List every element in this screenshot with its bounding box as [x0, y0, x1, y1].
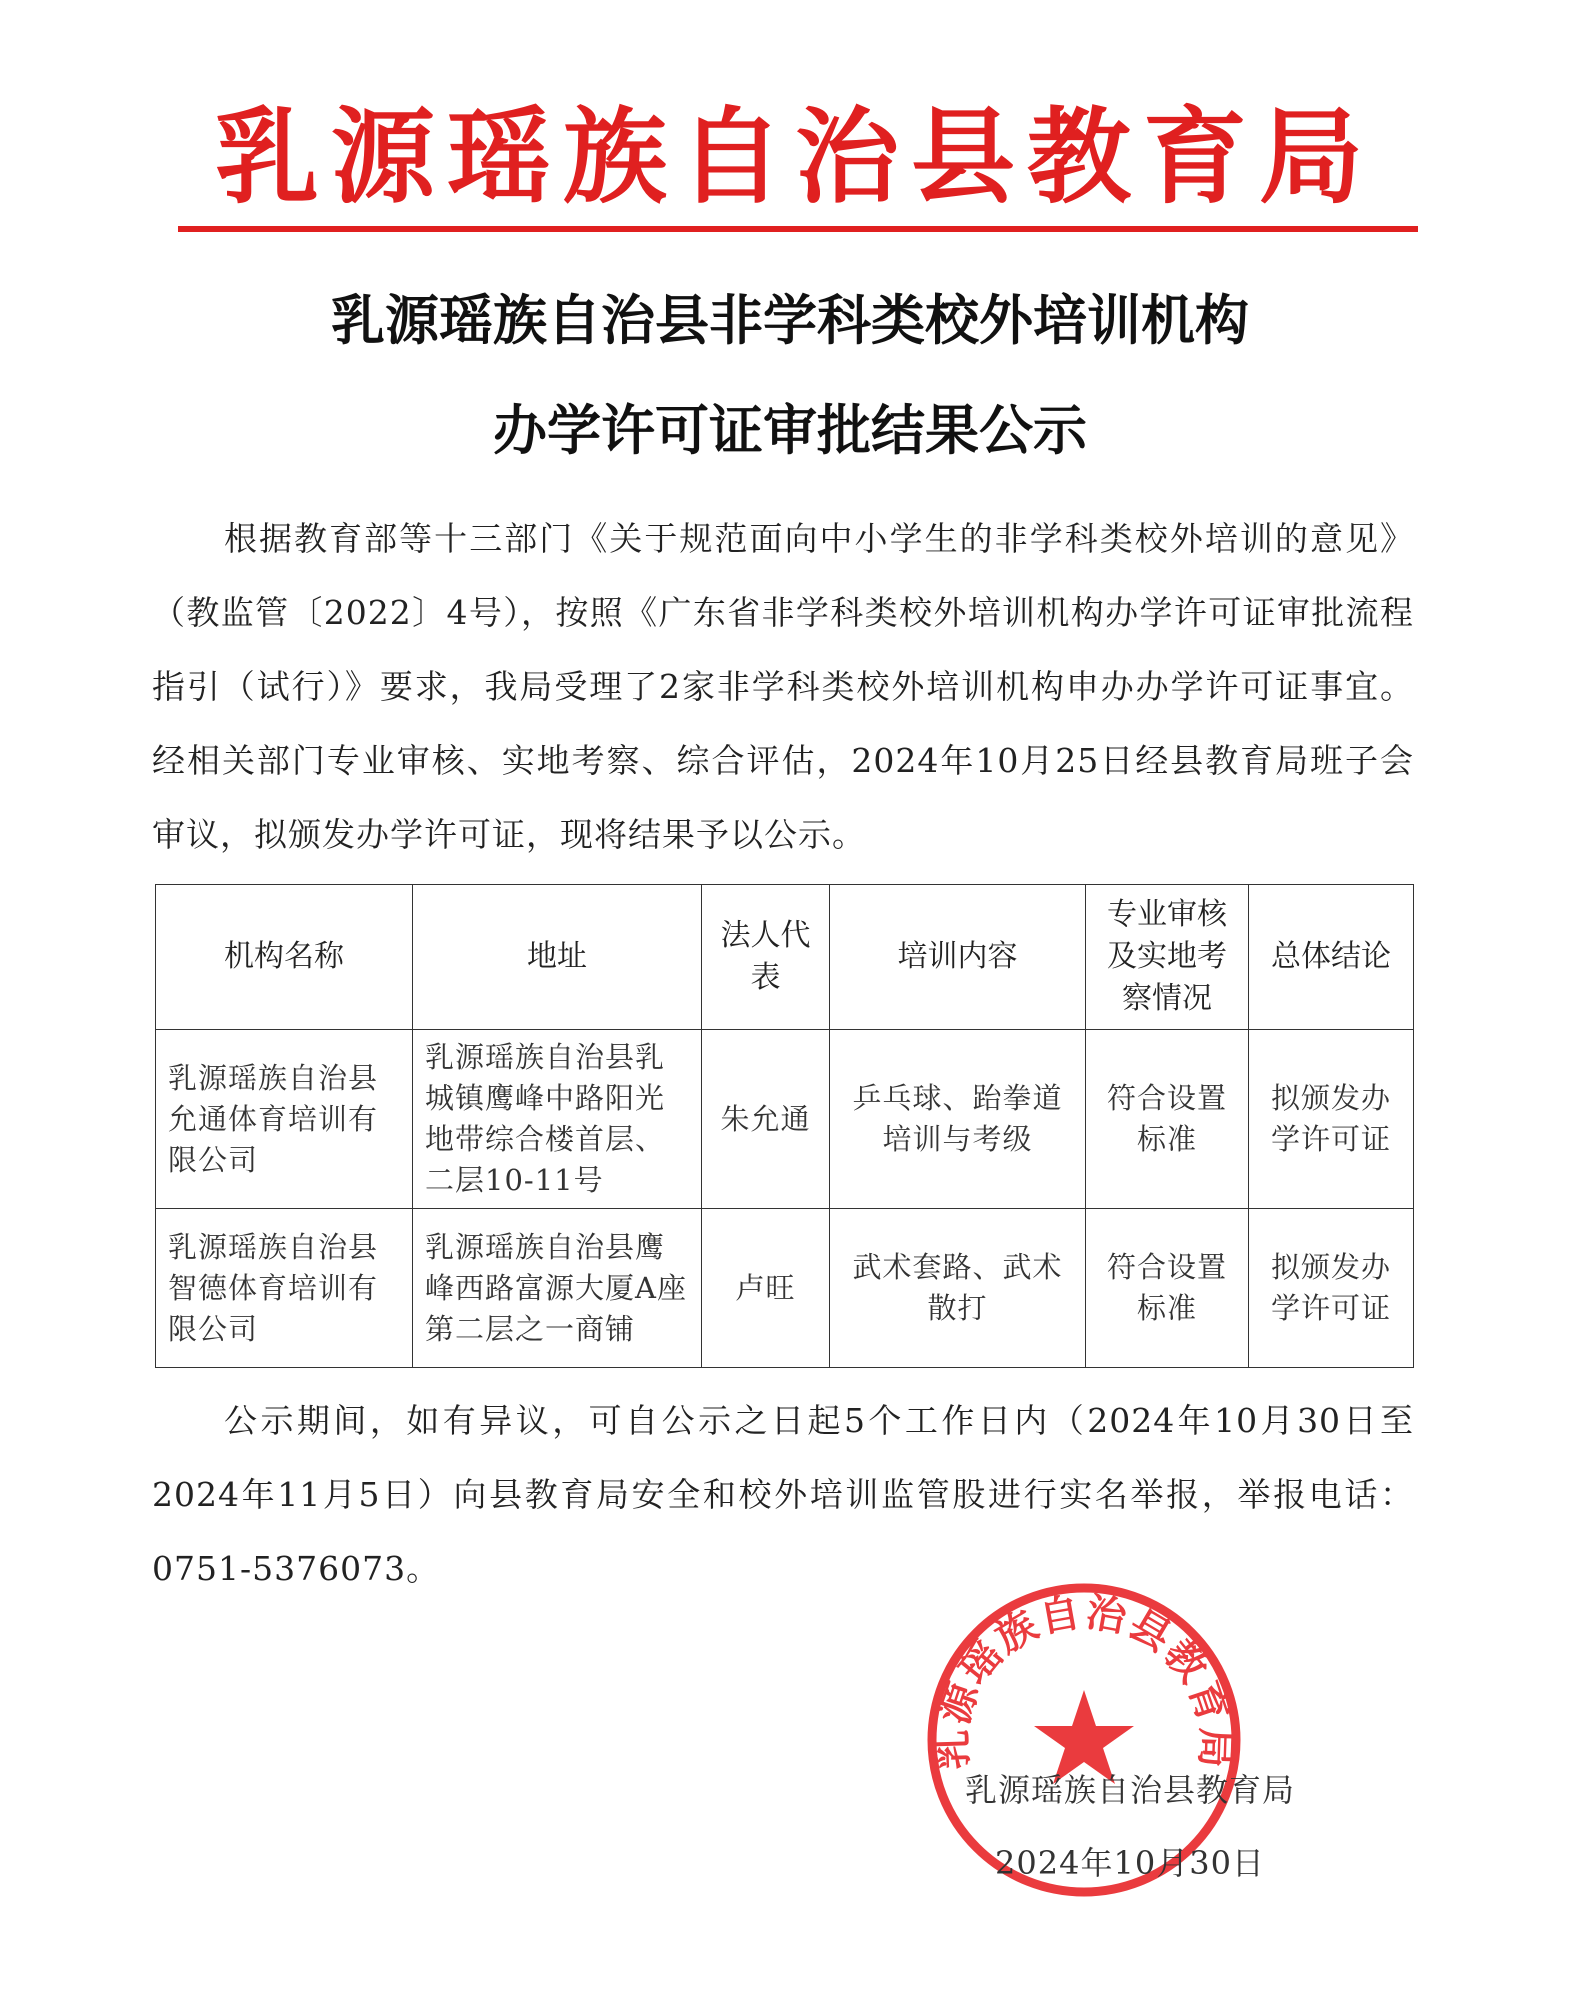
cell-legal-rep: 卢旺 — [702, 1209, 830, 1368]
letterhead-title: 乳源瑶族自治县教育局 — [214, 95, 1375, 218]
cell-name: 乳源瑶族自治县允通体育培训有限公司 — [156, 1030, 413, 1209]
signoff-date: 2024年10月30日 — [995, 1844, 1265, 1882]
table-row — [156, 1209, 1414, 1368]
cell-name: 乳源瑶族自治县智德体育培训有限公司 — [156, 1209, 413, 1368]
header-review: 专业审核及实地考察情况 — [1086, 885, 1249, 1030]
header-content: 培训内容 — [830, 885, 1086, 1030]
header-conclusion: 总体结论 — [1249, 885, 1414, 1030]
seal-text: 乳源瑶族自治县教育局 — [929, 1589, 1239, 1771]
cell-conclusion: 拟颁发办学许可证 — [1249, 1209, 1414, 1368]
approval-table — [155, 884, 1414, 1368]
letterhead-divider — [178, 226, 1418, 232]
intro-paragraph: 根据教育部等十三部门《关于规范面向中小学生的非学科类校外培训的意见》（教监管〔2022〕4号），按照《广东省非学科类校外培训机构办学许可证审批流程指引（试行）》要求，我局受理了2家非学科类校外培训机构申办办学许可证事宜。经相关部门专业审核、实地考察、综合评估，2024年10月25日经县教育局班子会审议，拟颁发办学许可证，现将结果予以公示。 — [152, 519, 1414, 854]
cell-review: 符合设置标准 — [1086, 1209, 1249, 1368]
header-legal-rep: 法人代表 — [702, 885, 830, 1030]
cell-address: 乳源瑶族自治县乳城镇鹰峰中路阳光地带综合楼首层、二层10-11号 — [413, 1030, 702, 1209]
objection-paragraph: 公示期间，如有异议，可自公示之日起5个工作日内（2024年10月30日至2024年11月5日）向县教育局安全和校外培训监管股进行实名举报，举报电话：0751-5376073。 — [152, 1401, 1414, 1588]
cell-legal-rep: 朱允通 — [702, 1030, 830, 1209]
table-header-row — [156, 885, 1414, 1030]
header-name: 机构名称 — [156, 885, 413, 1030]
signoff-organization: 乳源瑶族自治县教育局 — [964, 1771, 1295, 1809]
table-row — [156, 1030, 1414, 1209]
cell-content: 武术套路、武术散打 — [830, 1209, 1086, 1368]
document-title-line1: 乳源瑶族自治县非学科类校外培训机构 — [331, 289, 1249, 352]
document-title-line2: 办学许可证审批结果公示 — [493, 399, 1087, 462]
cell-content: 乒乓球、跆拳道培训与考级 — [830, 1030, 1086, 1209]
cell-review: 符合设置标准 — [1086, 1030, 1249, 1209]
cell-address: 乳源瑶族自治县鹰峰西路富源大厦A座第二层之一商铺 — [413, 1209, 702, 1368]
cell-conclusion: 拟颁发办学许可证 — [1249, 1030, 1414, 1209]
header-address: 地址 — [413, 885, 702, 1030]
